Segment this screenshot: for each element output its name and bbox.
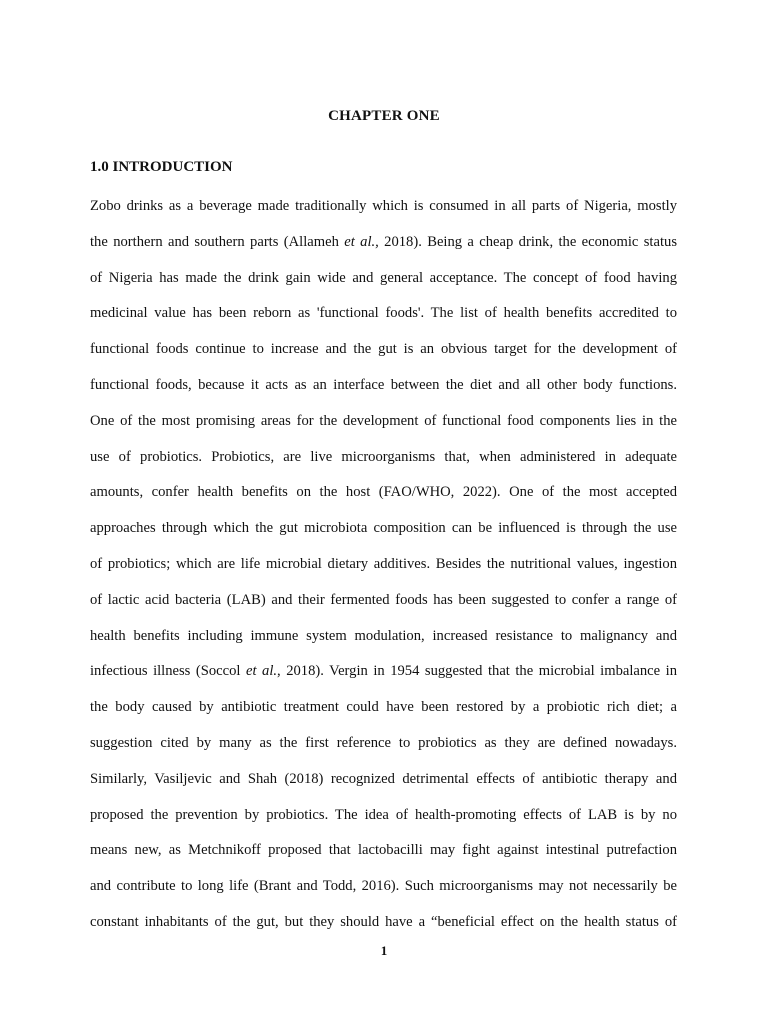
paragraph-line: One of the most promising areas for the development of functional food components lies in the [90, 412, 677, 429]
paragraph-line: of Nigeria has made the drink gain wide and general acceptance. The concept of food having [90, 269, 677, 286]
paragraph-line: proposed the prevention by probiotics. The idea of health-promoting effects of LAB is by no [90, 806, 677, 823]
paragraph-line: suggestion cited by many as the first reference to probiotics as they are defined nowadays. [90, 734, 677, 751]
paragraph-line: means new, as Metchnikoff proposed that lactobacilli may fight against intestinal putrefaction [90, 842, 677, 859]
paragraph-line: Zobo drinks as a beverage made traditionally which is consumed in all parts of Nigeria, mostly [90, 198, 677, 214]
paragraph-line: medicinal value has been reborn as 'functional foods'. The list of health benefits accredited to [90, 305, 677, 322]
paragraph-line: approaches through which the gut microbiota composition can be influenced is through the use [90, 520, 677, 537]
paragraph-line: functional foods continue to increase and the gut is an obvious target for the development of [90, 341, 677, 358]
paragraph-line: infectious illness (Soccol et al., 2018). Vergin in 1954 suggested that the microbial imbalance in [90, 663, 677, 680]
citation-italic: et al., [344, 233, 379, 250]
paragraph-line: Similarly, Vasiljevic and Shah (2018) recognized detrimental effects of antibiotic therapy and [90, 770, 677, 787]
chapter-title: CHAPTER ONE [328, 108, 440, 124]
body-paragraph [90, 196, 677, 948]
section-heading: 1.0 INTRODUCTION [90, 159, 233, 175]
paragraph-line: health benefits including immune system modulation, increased resistance to malignancy and [90, 627, 677, 644]
page-number: 1 [380, 943, 388, 958]
paragraph-line: constant inhabitants of the gut, but they should have a “beneficial effect on the health status of [90, 913, 677, 930]
paragraph-line: amounts, confer health benefits on the host (FAO/WHO, 2022). One of the most accepted [90, 484, 677, 501]
citation-italic: et al. [245, 663, 278, 680]
paragraph-line: of lactic acid bacteria (LAB) and their fermented foods has been suggested to confer a range of [90, 591, 677, 608]
paragraph-line: use of probiotics. Probiotics, are live microorganisms that, when administered in adequate [90, 448, 677, 465]
paragraph-line: of probiotics; which are life microbial dietary additives. Besides the nutritional values, ingestion [90, 555, 677, 572]
paragraph-line: and contribute to long life (Brant and Todd, 2016). Such microorganisms may not necessarily be [90, 878, 677, 895]
paragraph-line: the body caused by antibiotic treatment could have been restored by a probiotic rich diet; a [90, 699, 677, 716]
paragraph-line: functional foods, because it acts as an interface between the diet and all other body functions. [90, 376, 677, 393]
paragraph-line: the northern and southern parts (Allameh et al., 2018). Being a cheap drink, the economic status [90, 233, 677, 250]
